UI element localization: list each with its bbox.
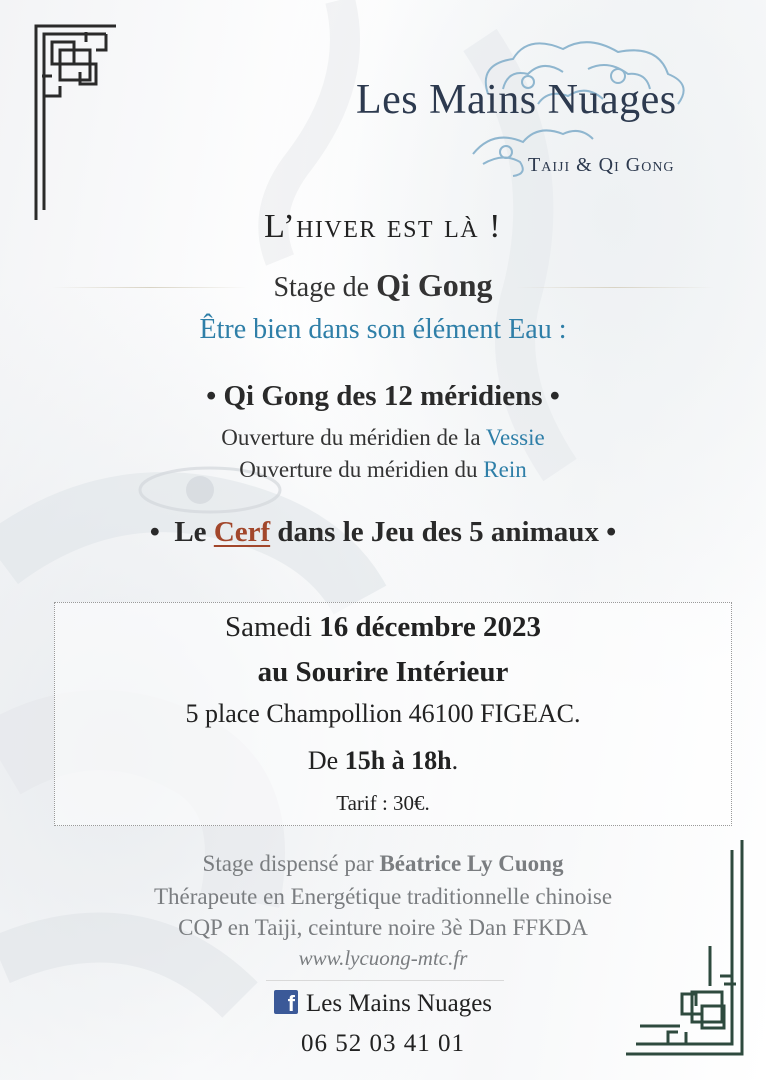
event-hours	[0, 746, 766, 776]
website-link[interactable]: www.lycuong-mtc.fr	[298, 946, 468, 970]
program-item-2-highlight: Cerf	[213, 516, 271, 548]
headline: L’hiver est là !	[264, 208, 502, 245]
facebook-row[interactable]	[0, 990, 766, 1018]
program-item-2-suffix: dans le Jeu des 5 animaux	[277, 516, 599, 548]
subline-2-text: Ouverture du méridien du	[239, 457, 478, 482]
footer-divider	[266, 980, 504, 981]
program-subline-2	[0, 457, 766, 483]
stage-prefix: Stage de	[273, 272, 370, 303]
program-item-1	[0, 380, 766, 413]
bullet-icon: •	[149, 516, 160, 548]
event-date	[0, 611, 766, 644]
bullet-icon: •	[606, 516, 617, 548]
program-item-2-prefix: Le	[174, 516, 207, 548]
phone-number[interactable]: 06 52 03 41 01	[301, 1030, 465, 1057]
program-item-1-title: Qi Gong des 12 méridiens	[223, 380, 543, 412]
ornament-top-left-icon	[30, 20, 120, 230]
stage-name: Qi Gong	[376, 267, 493, 303]
program-item-2	[0, 516, 766, 549]
brand-tagline: Taiji & Qi Gong	[528, 154, 675, 176]
event-day: Samedi	[225, 611, 312, 643]
hours-prefix: De	[307, 746, 339, 775]
subline-1-text: Ouverture du méridien de la	[221, 425, 481, 450]
bullet-icon: •	[206, 380, 217, 412]
facebook-icon: f	[274, 990, 298, 1014]
stage-title	[0, 267, 766, 304]
instructor-prefix: Stage dispensé par	[202, 851, 374, 876]
instructor-title-2: CQP en Taiji, ceinture noire 3è Dan FFKDA	[178, 915, 588, 940]
subline-1-highlight: Vessie	[485, 425, 545, 450]
subline-2-highlight: Rein	[483, 457, 527, 482]
event-venue: au Sourire Intérieur	[257, 656, 509, 688]
program-subline-1	[0, 425, 766, 451]
instructor-title-1: Thérapeute en Energétique traditionnelle chinoise	[153, 884, 613, 909]
instructor-name: Béatrice Ly Cuong	[379, 851, 564, 876]
hours-value: 15h à 18h	[344, 746, 452, 775]
facebook-name: Les Mains Nuages	[305, 990, 493, 1017]
brand-name: Les Mains Nuages	[356, 77, 677, 123]
bullet-icon: •	[549, 380, 560, 412]
event-date-value: 16 décembre 2023	[319, 611, 541, 643]
hours-suffix: .	[451, 746, 459, 775]
element-subtitle: Être bien dans son élément Eau :	[199, 314, 567, 345]
instructor-line	[0, 851, 766, 877]
event-tarif: Tarif : 30€.	[336, 791, 430, 815]
event-address: 5 place Champollion 46100 FIGEAC.	[185, 699, 581, 728]
